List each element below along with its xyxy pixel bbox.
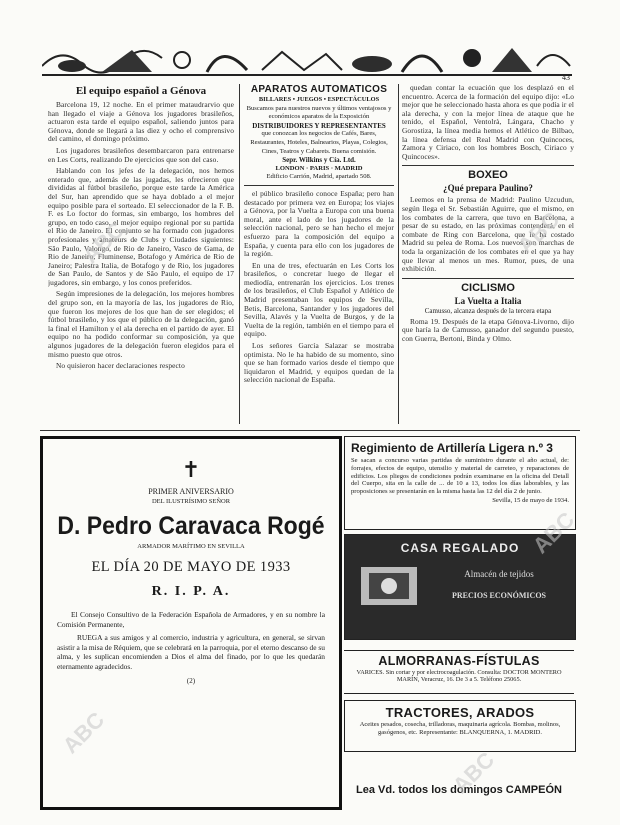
column-divider xyxy=(239,84,240,424)
regiment-body: Se sacan a concurso varias partidas de suministro durante el año actual, de: forrajes, efectos de equipo, utensilio y material de carreteo, y reparaciones de edificios. Los pliegos de condiciones podrán examinarse en la oficina del Detall del Cuerpo, sita en la calle de ... de 10 a 13, todos los días laborables, y las proposiciones se presentarán en la misma hasta las 12 del día 2 de junio. xyxy=(351,457,569,496)
automatic-devices-ad xyxy=(244,84,394,186)
article-paragraph: Según impresiones de la delegación, los mejores hombres del grupo son, en la mayoría de las, los jugadores de Rio, que fueron los mejores de los que han de ser elegidos; el fútbol brasileño, y los que el público de la delegación, ganó la final el Hamilton y el ala derecha en el partido de ayer. El equipo no ha podido conformar su composición, ya que algunos jugadores de la delegación fueron elegidos para el mismo puesto que otros. xyxy=(48,289,234,359)
ad-address: Edificio Carrión, Madrid, apartado 508. xyxy=(266,173,372,181)
ad-text: Buscamos para nuestros nuevos y últimos ventajosos y económicos aparatos de la Exposición xyxy=(246,104,392,121)
obituary-line: DEL ILUSTRÍSIMO SEÑOR xyxy=(151,498,231,505)
article-paragraph: Hablando con los jefes de la delegación, nos hemos enterado que, además de las jugadas, les ofrecieron que divididas al fútbol brasileño, porque este tarde la América del Sur, han aprendido que se haya doblado a el mejor equipo posible para el sorteado. El seleccionador de la F. B. F. es Lo foctor do formas, sin embargo, los hombres del grupo, en todo caso, el mejor equipo regional por su partida el Rio de Janeiro. El conjunto se ha formado con jugadores profesionales y amateurs de Clubs y Ciudades siguientes: São Paulo, Valongo, de Rio de Janeiro, Vasco de Gama, de Rio de Janeiro, Fluminense, Botafogo y América de Rio de Janeiro; Palestra Italia, de Botafogo y de Rio, los jugadores de San Paulo, de Santos y de São Paulo, el equipo de 17 jugadores, sin embargo, y los conos preferidos. xyxy=(48,166,234,287)
article-paragraph: En una de tres, efectuarán en Les Corts los brasileños, o concretar luego de llegar el mediodía, entrenarán los ejercicios. Los trenes de los brasileños, el Club Español y Atlético de Madrid presentaban los equipos de Sevilla, Betis, Barcelona, Santander y los jugadores del Sevilla, Alavés y la Vuelta de Burgos, y de la Vuelta de la región, también en el tiempo para el equipo. xyxy=(244,260,394,339)
article-paragraph: No quisieron hacer declaraciones respecto xyxy=(56,361,185,371)
obituary-line: PRIMER ANIVERSARIO xyxy=(148,487,234,496)
regalado-tagline: Almacén de tejidos xyxy=(464,569,534,579)
almorranas-advertisement xyxy=(344,650,574,694)
ad-company: Sepr. Wilkins y Cía. Ltd. xyxy=(282,156,356,165)
obituary-name: D. Pedro Caravaca Rogé xyxy=(57,512,325,540)
tractores-advertisement xyxy=(344,700,576,752)
section-heading-ciclismo: CICLISMO xyxy=(402,278,574,295)
tractores-title: TRACTORES, ARADOS xyxy=(385,705,535,720)
ad-cities: LONDON · PARIS · MADRID xyxy=(275,164,363,172)
article-subheadline: Camusso, alcanza después de la tercera etapa xyxy=(424,306,552,315)
regiment-signature: Sevilla, 15 de mayo de 1934. xyxy=(492,496,569,504)
abc-watermark: ABC xyxy=(512,206,565,259)
ad-subtitle: BILLARES • JUEGOS • ESPECTÁCULOS xyxy=(258,96,380,103)
ad-title-distributors: DISTRIBUIDORES Y REPRESENTANTES xyxy=(252,121,386,130)
abc-watermark: ABC xyxy=(527,506,580,559)
page-number: 43 xyxy=(562,73,570,82)
article-paragraph: quedan contar la ecuación que los desplazó en el encuentro. Acerca de la formación del equipo dijo: «Lo mejor que he seleccionado hasta ahora es que podía ir el ala derecha, y con la mejor línea de ataque que he tenido, el Español, Ventolrà, Lángara, Chacho y Gorostiza, la línea media hemos el Atlético de Bilbao, la línea defensa del Real Madrid con Quincoces, Zamora y Ciriaco, con los hombres Bosch, Ciriaco y Quincoces». xyxy=(402,84,574,161)
section-heading-boxeo: BOXEO xyxy=(402,165,574,182)
article-headline-vuelta-italia: La Vuelta a Italia xyxy=(454,295,522,306)
almorranas-title: ALMORRANAS-FÍSTULAS xyxy=(378,654,540,668)
almorranas-body: VARICES. Sin cortar y por electrocoagulación. Consulta: DOCTOR MONTERO MARÍN, Veracruz, 16. De 3 a 5. Teléfono 25065. xyxy=(356,669,562,684)
article-headline-genova: El equipo español a Génova xyxy=(75,85,207,97)
regalado-product-illustration xyxy=(355,561,425,611)
ad-title: APARATOS AUTOMATICOS xyxy=(250,84,388,95)
article-paragraph: Roma 19. Después de la etapa Génova-Livorno, dijo que haría la de Camusso, ganador del segundo puesto, con Guerra, Bertoni, Binda y Olmo. xyxy=(402,316,574,343)
tractores-body: Aceites pesados, cosecha, trilladoras, maquinaria agrícola. Bombas, molinos, gasógenos, etc. Representante: BLANQUERNA, 1. MADRID. xyxy=(359,721,561,736)
cross-icon: ✝ xyxy=(181,457,201,482)
article-paragraph: Leemos en la prensa de Madrid: Paulino Uzcudun, según llega el Sr. Sebastián Aguirre, que el mismo, en los combates de la carrera, que tuvo en Barcelona, a pesar de su estado, en las próximas contenderá, en el combate de Ring con Barcelona, que le ha costado Madrid su pelea de Roma. Los nuevos son marchas de toda la organización de los combates en el que ya hay que llevar al menos un mes. Rumor, pues, de una exhibición. xyxy=(402,195,574,274)
sports-banner-illustration xyxy=(42,36,572,82)
ad-text: que conozcan los negocios de Cafés, Bares, Restaurantes, Hoteles, Balnearios, Playas, Colegios, Cines, Teatros y Cabarets. Buena comisión. xyxy=(250,130,388,155)
article-headline-paulino: ¿Qué prepara Paulino? xyxy=(443,183,533,194)
article-paragraph: el público brasileño conoce España; pero han destacado por primera vez en Europa; los viajes a Génova, por la Vuelta a Europa con una buena moral, ante el lado de los jugadores de la selección nacional, pero se han hecho el mejor esfuerzo para la composición del equipo a España, y cuenta para ello con los jugadores de la región. xyxy=(244,188,394,259)
article-paragraph: Los señores García Salazar se mostraba optimista. No le ha habido de su momento, sino que se han formado varios desde el tiempo que liquidaron el Madrid, y equipos quedan de la selección nacional de España. xyxy=(244,341,394,385)
article-paragraph: Los jugadores brasileños desembarcaron para entrenarse en Les Corts, realizando De ejercicios que son del caso. xyxy=(48,145,234,164)
abc-watermark: ABC xyxy=(447,746,500,799)
obituary-ripa: R. I. P. A. xyxy=(151,584,231,599)
column-divider xyxy=(398,84,399,424)
article-paragraph: Barcelona 19, 12 noche. En el primer mataudrarvio que han llegado el viaje a Génova los jugadores brasileños, actuaron esta tarde el equipo español, saliendo juntos para Génova, donde se llegará a las diez y ocho el comprensivo del camino, el domingo próximo. xyxy=(48,100,234,144)
abc-watermark: ABC xyxy=(77,216,130,269)
obituary-date: EL DÍA 20 DE MAYO DE 1933 xyxy=(91,559,291,575)
obituary-body: El Consejo Consultivo de la Federación Española de Armadores, y en su nombre la Comisión Permanente, xyxy=(57,610,325,629)
section-divider xyxy=(40,430,580,431)
obituary-line: ARMADOR MARÍTIMO EN SEVILLA xyxy=(137,543,245,550)
obituary-notice xyxy=(40,436,342,810)
column-middle xyxy=(244,84,394,424)
campeon-advertisement: Lea Vd. todos los domingos CAMPEÓN xyxy=(356,784,562,796)
regalado-line: PRECIOS ECONÓMICOS xyxy=(451,591,546,600)
abc-watermark: ABC xyxy=(57,706,110,759)
obituary-body: RUEGA a sus amigos y al comercio, industria y agricultura, en general, se sirvan asistir a la misa de Réquiem, que se celebrará en la parroquia, por el eterno descanso de su alma, y les suplican encomienden a Dios el alma del finado, por lo que les quedarán eternamente agradecidos. xyxy=(57,633,325,671)
regalado-brand: CASA REGALADO xyxy=(400,541,520,555)
column-left xyxy=(48,84,234,424)
obituary-footer: (2) xyxy=(186,677,196,685)
regiment-notice xyxy=(344,436,576,530)
column-right xyxy=(402,84,574,424)
regiment-title: Regimiento de Artillería Ligera n.º 3 xyxy=(351,441,553,455)
